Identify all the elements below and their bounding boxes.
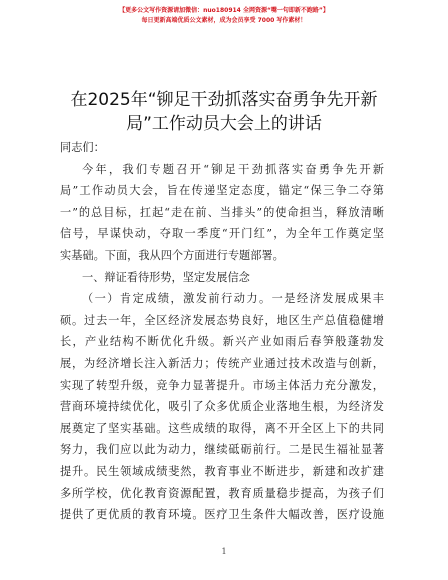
promo-banner-line-2: 每日更新高端优质公文素材，成为会员享受 7000 写作素材！ [141,17,307,24]
section-heading: 一、辩证看待形势，坚定发展信念 [82,270,250,284]
body-line: 提供了更优质的教育环境。医疗卫生条件大幅改善，医疗设施 [60,508,384,522]
page-number: 1 [221,547,227,556]
body-line: 展，为经济增长注入新活力；传统产业通过技术改造与创新， [60,356,384,370]
promo-banner-line-1: 【更多公文写作资源请加微信：nuo180914 全网资源“嘴一句即新不跑路”】 [119,7,329,14]
greeting: 同志们： [60,141,105,154]
document-title [40,88,408,136]
body-line: 实基础。下面，我从四个方面进行专题部署。 [60,248,284,262]
body-line: 今年，我们专题召开“铆足干劲抓落实奋勇争先开新 [82,162,384,176]
body-line: 硕。过去一年，全区经济发展态势良好，地区生产总值稳健增 [60,313,384,327]
body-line: 信号，早谋快动，夺取一季度“开门红”，为全年工作奠定坚 [60,227,384,241]
title-line: 在2025年“铆足干劲抓落实奋勇争先开新 [70,90,378,110]
title-line: 局”工作动员大会上的讲话 [126,114,322,134]
body-line: 展奠定了坚实基础。这些成绩的取得，离不开全区上下的共同 [60,421,384,435]
body-line: 长，产业结构不断优化升级。新兴产业如雨后春笋般蓬勃发 [60,335,384,349]
body-line: 局”工作动员大会，旨在传递坚定态度，锚定“保三争二夺第 [60,184,384,198]
body-line: 提升。民生领域成绩斐然，教育事业不断进步，新建和改扩建 [60,464,384,478]
body-line: 一”的总目标，扛起“走在前、当排头”的使命担当，释放清晰 [60,205,384,219]
body-line: 实现了转型升级，竞争力显著提升。市场主体活力充分激发， [60,378,384,392]
body-line: （一）肯定成绩，激发前行动力。一是经济发展成果丰 [82,292,384,306]
body-line: 多所学校，优化教育资源配置，教育质量稳步提高，为孩子们 [60,486,384,500]
document-body [60,137,384,526]
body-line: 营商环境持续优化，吸引了众多优质企业落地生根，为经济发 [60,400,384,414]
body-line: 努力，我们应以此为动力，继续砥砺前行。二是民生福祉显著 [60,443,384,457]
